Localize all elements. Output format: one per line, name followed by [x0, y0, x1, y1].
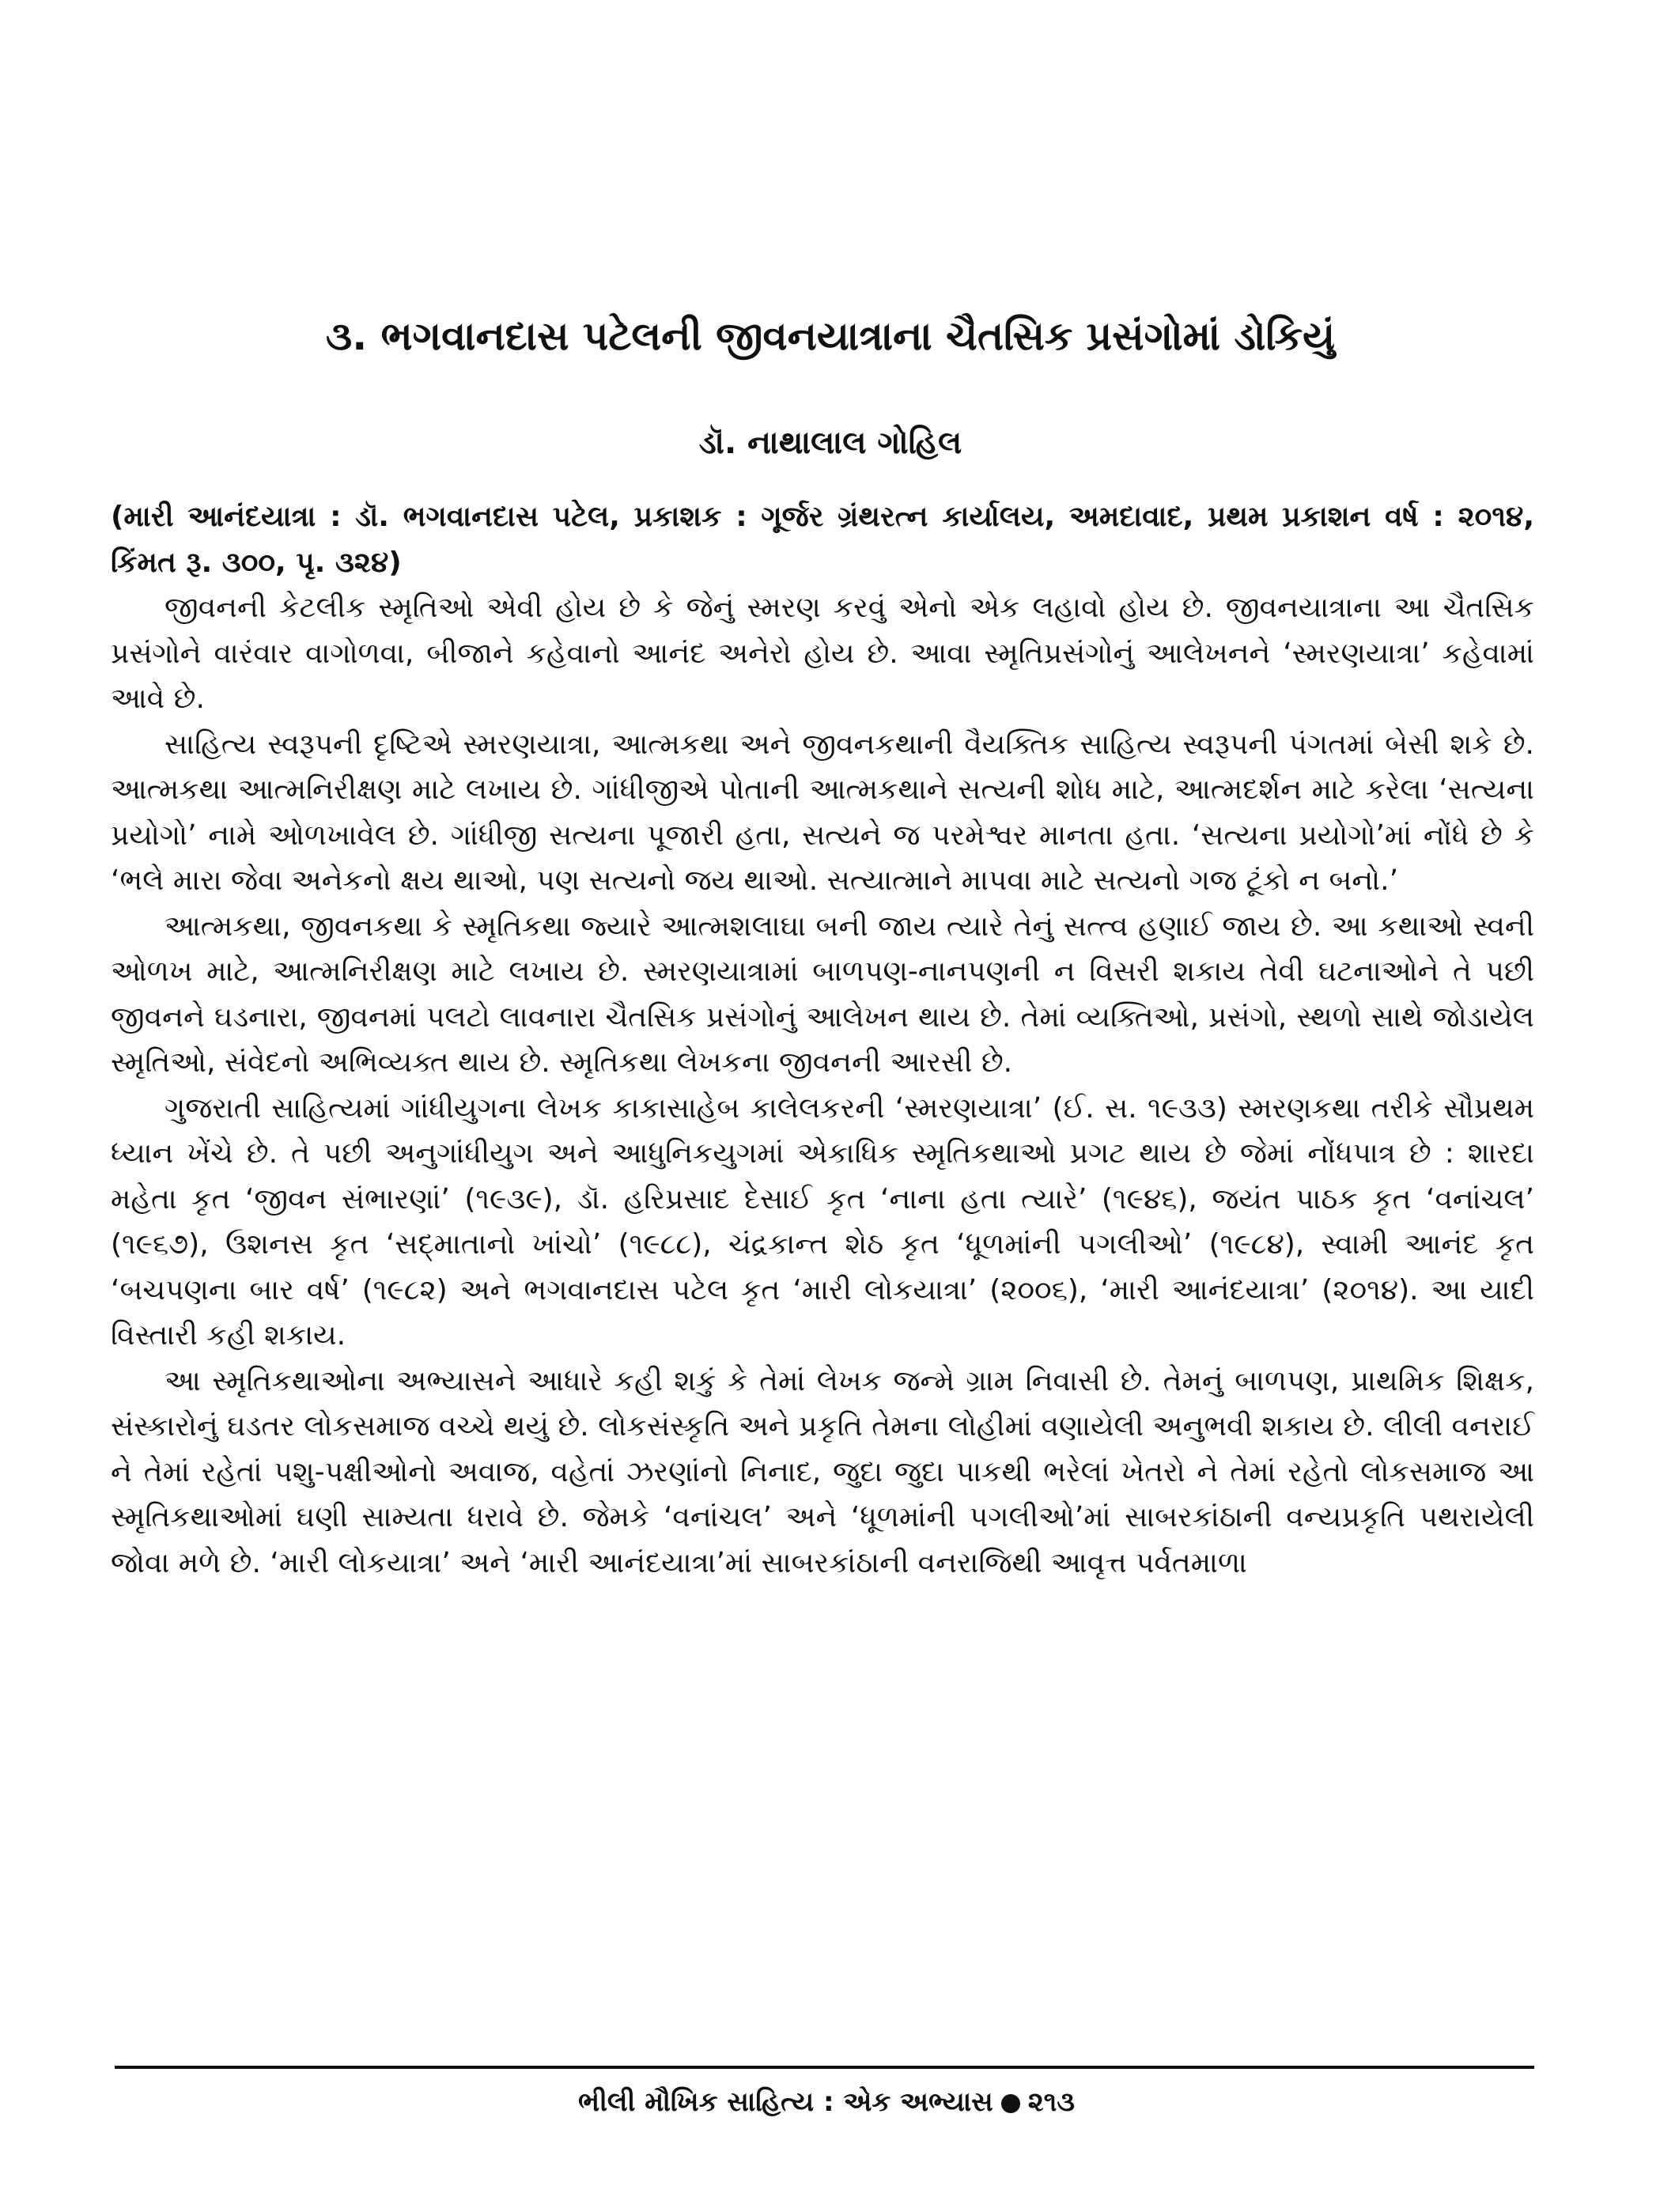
paragraph-3: આત્મકથા, જીવનકથા કે સ્મૃતિકથા જ્યારે આત્મશલાઘા બની જાય ત્યારે તેનું સત્ત્વ હણાઈ જાય છે. આ કથાઓ સ્વની ઓળખ માટે, આત્મનિરીક્ષણ માટે લખાય છે. સ્મરણયાત્રામાં બાળપણ-નાનપણની ન વિસરી શકાય તેવી ઘટનાઓને તે પછી જીવનને ઘડનારા, જીવનમાં પલટો લાવનારા ચૈતસિક પ્રસંગોનું આલેખન થાય છે. તેમાં વ્યક્તિઓ, પ્રસંગો, સ્થળો સાથે જોડાયેલ સ્મૃતિઓ, સંવેદનો અભિવ્યક્ત થાય છે. સ્મૃતિકથા લેખકના જીવનની આરસી છે.: [111, 909, 1534, 1079]
article-body: [111, 494, 1534, 1586]
footer-book-title: ભીલી મૌખિક સાહિત્ય : એક અભ્યાસ: [578, 2086, 993, 2118]
article-title: ૩. ભગવાનદાસ પટેલની જીવનયાત્રાના ચૈતસિક પ્રસંગોમાં ડોકિયું: [325, 313, 1336, 359]
bibliography-note: (મારી આનંદયાત્રા : ડૉ. ભગવાનદાસ પટેલ, પ્રકાશક : ગૂર્જર ગ્રંથરત્ન કાર્યાલય, અમદાવાદ, પ્રથમ પ્રકાશન વર્ષ : ૨૦૧૪, કિંમત રૂ. ૩૦૦, પૃ. ૩૨૪): [111, 501, 1534, 579]
article-author: ડૉ. નાથાલાલ ગોહિલ: [698, 425, 962, 461]
paragraph-2: સાહિત્ય સ્વરૂપની દૃષ્ટિએ સ્મરણયાત્રા, આત્મકથા અને જીવનકથાની વૈયક્તિક સાહિત્ય સ્વરૂપની પંગતમાં બેસી શકે છે. આત્મકથા આત્મનિરીક્ષણ માટે લખાય છે. ગાંધીજીએ પોતાની આત્મકથાને સત્યની શોધ માટે, આત્મદર્શન માટે કરેલા ‘સત્યના પ્રયોગો’ નામે ઓળખાવેલ છે. ગાંધીજી સત્યના પૂજારી હતા, સત્યને જ પરમેશ્વર માનતા હતા. ‘સત્યના પ્રયોગો’માં નોંધે છે કે ‘ભલે મારા જેવા અનેકનો ક્ષય થાઓ, પણ સત્યનો જય થાઓ. સત્યાત્માને માપવા માટે સત્યનો ગજ ટૂંકો ન બનો.’: [111, 728, 1534, 897]
paragraph-4: ગુજરાતી સાહિત્યમાં ગાંધીયુગના લેખક કાકાસાહેબ કાલેલકરની ‘સ્મરણયાત્રા’ (ઈ. સ. ૧૯૩૩) સ્મરણકથા તરીકે સૌપ્રથમ ધ્યાન ખેંચે છે. તે પછી અનુગાંધીયુગ અને આધુનિકયુગમાં એકાધિક સ્મૃતિકથાઓ પ્રગટ થાય છે જેમાં નોંધપાત્ર છે : શારદા મહેતા કૃત ‘જીવન સંભારણાં’ (૧૯૩૯), ડૉ. હરિપ્રસાદ દેસાઈ કૃત ‘નાના હતા ત્યારે’ (૧૯૪૬), જયંત પાઠક કૃત ‘વનાંચલ’ (૧૯૬૭), ઉશનસ કૃત ‘સદ્‌માતાનો ખાંચો’ (૧૯૮૮), ચંદ્રકાન્ત શેઠ કૃત ‘ધૂળમાંની પગલીઓ’ (૧૯૮૪), સ્વામી આનંદ કૃત ‘બચપણના બાર વર્ષ’ (૧૯૮૨) અને ભગવાનદાસ પટેલ કૃત ‘મારી લોકયાત્રા’ (૨૦૦૬), ‘મારી આનંદયાત્રા’ (૨૦૧૪). આ યાદી વિસ્તારી કહી શકાય.: [111, 1091, 1534, 1352]
bullet-icon: [1001, 2094, 1020, 2113]
paragraph-5: આ સ્મૃતિકથાઓના અભ્યાસને આધારે કહી શકું કે તેમાં લેખક જન્મે ગ્રામ નિવાસી છે. તેમનું બાળપણ, પ્રાથમિક શિક્ષક, સંસ્કારોનું ઘડતર લોકસમાજ વચ્ચે થયું છે. લોકસંસ્કૃતિ અને પ્રકૃતિ તેમના લોહીમાં વણાયેલી અનુભવી શકાય છે. લીલી વનરાઈ ને તેમાં રહેતાં પશુ-પક્ષીઓનો અવાજ, વહેતાં ઝરણાંનો નિનાદ, જુદા જુદા પાકથી ભરેલાં ખેતરો ને તેમાં રહેતો લોકસમાજ આ સ્મૃતિકથાઓમાં ઘણી સામ્યતા ધરાવે છે. જેમકે ‘વનાંચલ’ અને ‘ધૂળમાંની પગલીઓ’માં સાબરકાંઠાની વન્યપ્રકૃતિ પથરાયેલી જોવા મળે છે. ‘મારી લોકયાત્રા’ અને ‘મારી આનંદયાત્રા’માં સાબરકાંઠાની વનરાજિથી આવૃત્ત પર્વતમાળા: [111, 1364, 1534, 1579]
paragraph-1: જીવનની કેટલીક સ્મૃતિઓ એવી હોય છે કે જેનું સ્મરણ કરવું એનો એક લહાવો હોય છે. જીવનયાત્રાના આ ચૈતસિક પ્રસંગોને વારંવાર વાગોળવા, બીજાને કહેવાનો આનંદ અનેરો હોય છે. આવા સ્મૃતિપ્રસંગોનું આલેખનને ‘સ્મરણયાત્રા’ કહેવામાં આવે છે.: [111, 592, 1534, 715]
page-footer: [119, 2078, 1534, 2126]
page-number: ૨૧૩: [1027, 2086, 1075, 2118]
footer-divider: [115, 2066, 1534, 2069]
